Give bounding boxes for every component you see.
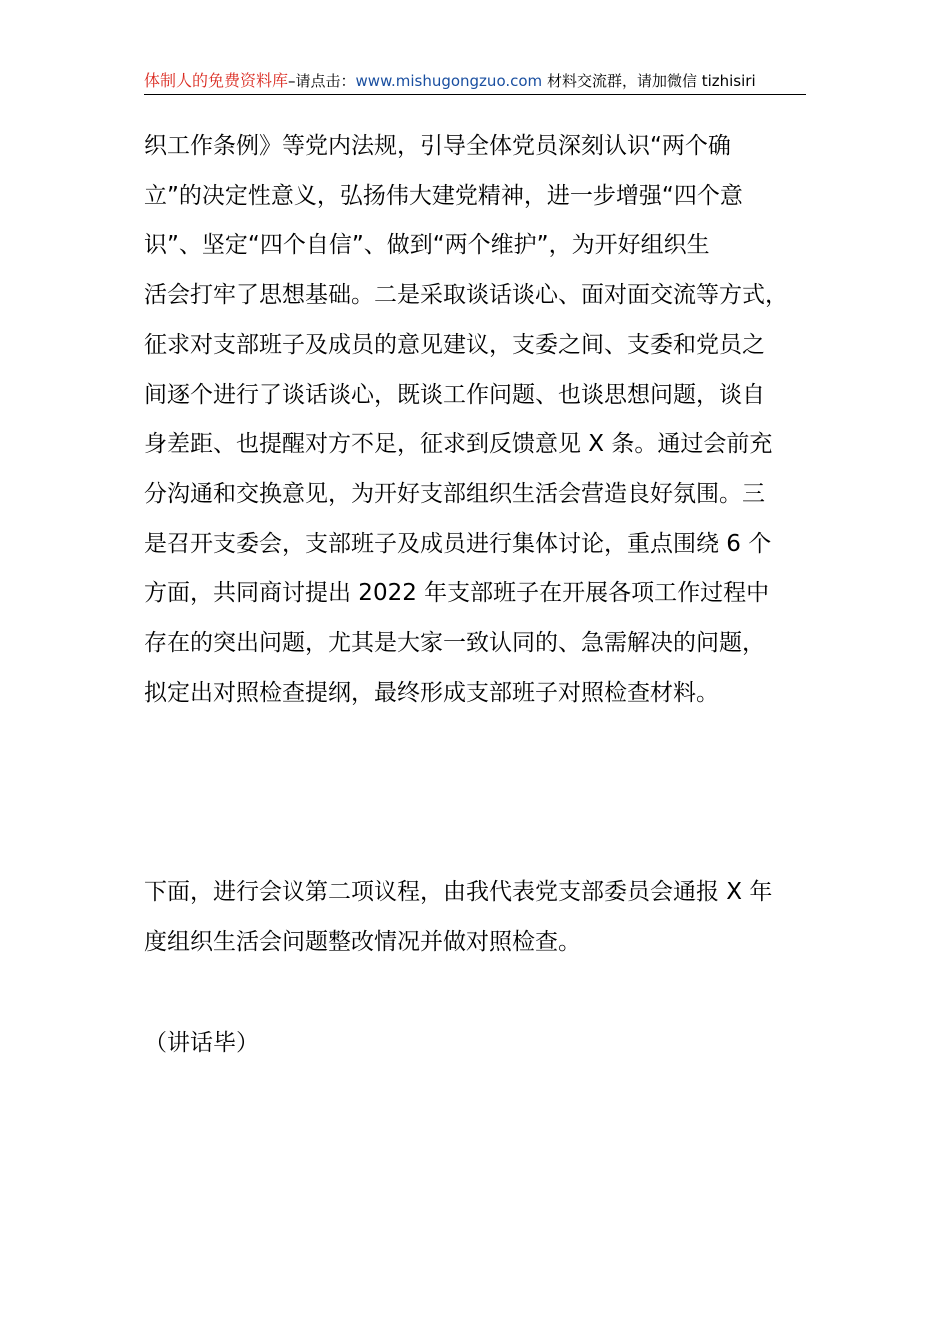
paragraph-line: 下面，进行会议第二项议程，由我代表党支部委员会通报 X 年	[144, 879, 773, 905]
paragraph-line: 是召开支委会，支部班子及成员进行集体讨论，重点围绕 6 个	[144, 530, 772, 557]
paragraph-line: 身差距、也提醒对方不足，征求到反馈意见 X 条。通过会前充	[144, 431, 773, 458]
closing-line: （讲话毕）	[144, 1030, 259, 1056]
paragraph-line: 拟定出对照检查提纲，最终形成支部班子对照检查材料。	[144, 679, 719, 706]
paragraph-line: 度组织生活会问题整改情况并做对照检查。	[144, 928, 581, 955]
paragraph-line: 方面，共同商讨提出 2022 年支部班子在开展各项工作过程中	[144, 580, 770, 607]
paragraph-line: 识”、坚定“四个自信”、做到“两个维护”，为开好组织生	[144, 232, 710, 259]
paragraph-2	[144, 868, 819, 967]
paragraph-line: 分沟通和交换意见，为开好支部组织生活会营造良好氛围。三	[144, 480, 765, 507]
paragraph-line: 活会打牢了思想基础。二是采取谈话谈心、面对面交流等方式，	[144, 282, 788, 309]
header-link[interactable]: www.mishugongzuo.com	[355, 72, 543, 90]
header-contact: 材料交流群，请加微信 tizhisiri	[542, 72, 756, 90]
header-prompt: –请点击：	[288, 72, 356, 90]
paragraph-line: 立”的决定性意义，弘扬伟大建党精神，进一步增强“四个意	[144, 182, 743, 209]
header-brand: 体制人的免费资料库	[144, 71, 289, 90]
paragraph-line: 织工作条例》等党内法规，引导全体党员深刻认识“两个确	[144, 133, 731, 159]
closing-remark	[144, 1019, 819, 1069]
paragraph-1	[144, 122, 819, 718]
paragraph-line: 间逐个进行了谈话谈心，既谈工作问题、也谈思想问题，谈自	[144, 381, 765, 408]
paragraph-line: 存在的突出问题，尤其是大家一致认同的、急需解决的问题，	[144, 630, 765, 657]
paragraph-line: 征求对支部班子及成员的意见建议，支委之间、支委和党员之	[144, 331, 765, 358]
page-header	[144, 68, 806, 95]
